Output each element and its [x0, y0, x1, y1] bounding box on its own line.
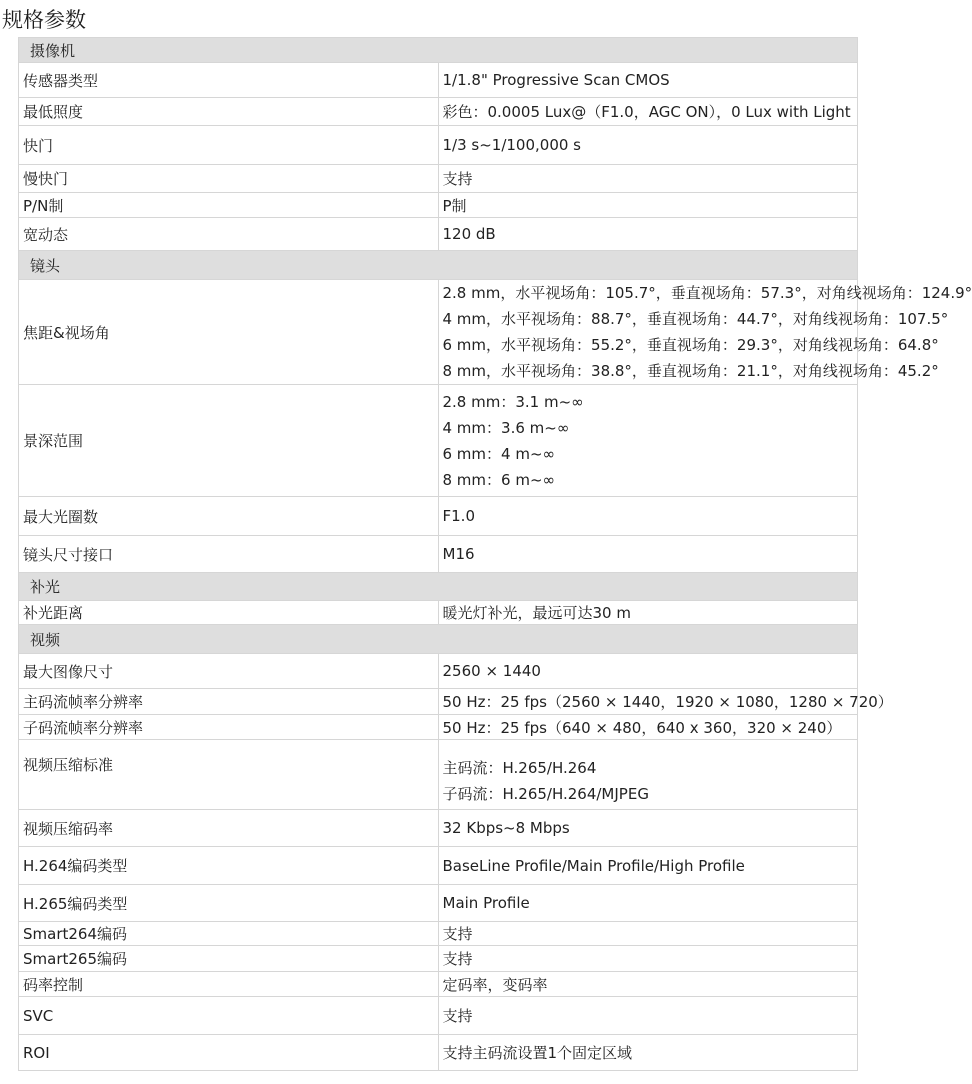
row-label: Smart265编码 [19, 946, 439, 972]
table-row [19, 218, 858, 251]
row-label: 焦距&视场角 [19, 280, 439, 385]
section-header-fill-light [19, 573, 858, 601]
table-row [19, 810, 858, 847]
section-title: 摄像机 [19, 38, 858, 63]
row-label: ROI [19, 1035, 439, 1071]
row-label: 视频压缩码率 [19, 810, 439, 847]
row-label: 景深范围 [19, 385, 439, 497]
row-label: 最大图像尺寸 [19, 654, 439, 689]
section-title: 镜头 [19, 251, 858, 280]
row-value: 50 Hz：25 fps（640 × 480，640 x 360，320 × 240） [438, 715, 858, 740]
table-row [19, 165, 858, 193]
value-line: 子码流：H.265/H.264/MJPEG [442, 785, 649, 803]
section-header-video [19, 625, 858, 654]
section-title: 补光 [19, 573, 858, 601]
row-value: 支持主码流设置1个固定区域 [438, 1035, 858, 1071]
value-line: 4 mm：3.6 m~∞ [442, 418, 570, 437]
row-value: P制 [438, 193, 858, 218]
table-row [19, 946, 858, 972]
row-label: 传感器类型 [19, 63, 439, 98]
section-title: 视频 [19, 625, 858, 654]
value-line: 8 mm，水平视场角：38.8°，垂直视场角：21.1°，对角线视场角：45.2° [442, 362, 939, 380]
row-value: 支持 [438, 165, 858, 193]
table-row [19, 98, 858, 126]
row-value: 支持 [438, 997, 858, 1035]
row-label: 子码流帧率分辨率 [19, 715, 439, 740]
row-value: 定码率，变码率 [438, 972, 858, 997]
table-row [19, 280, 858, 385]
row-value: 暖光灯补光，最远可达30 m [438, 601, 858, 625]
table-row [19, 847, 858, 885]
table-row [19, 601, 858, 625]
row-value: 120 dB [438, 218, 858, 251]
row-value [438, 280, 972, 385]
row-label: 宽动态 [19, 218, 439, 251]
table-row [19, 715, 858, 740]
value-line: 2.8 mm，水平视场角：105.7°，垂直视场角：57.3°，对角线视场角：124.9° [442, 284, 972, 302]
value-line: 6 mm：4 m~∞ [442, 444, 556, 463]
table-row [19, 497, 858, 536]
value-line: 2.8 mm：3.1 m~∞ [442, 392, 584, 411]
row-value: Main Profile [438, 885, 858, 922]
table-row [19, 885, 858, 922]
row-label: 镜头尺寸接口 [19, 536, 439, 573]
row-label: 最大光圈数 [19, 497, 439, 536]
row-label: 最低照度 [19, 98, 439, 126]
row-value: 2560 × 1440 [438, 654, 858, 689]
row-value: BaseLine Profile/Main Profile/High Profile [438, 847, 858, 885]
row-value: F1.0 [438, 497, 858, 536]
table-row [19, 654, 858, 689]
table-row [19, 1035, 858, 1071]
row-value: 32 Kbps~8 Mbps [438, 810, 858, 847]
row-label: H.264编码类型 [19, 847, 439, 885]
row-value [438, 385, 858, 497]
value-line: 4 mm，水平视场角：88.7°，垂直视场角：44.7°，对角线视场角：107.5° [442, 310, 949, 328]
table-row [19, 536, 858, 573]
row-value: 1/3 s~1/100,000 s [438, 126, 858, 165]
row-label: 视频压缩标准 [19, 740, 439, 810]
table-row [19, 740, 858, 810]
row-value: 50 Hz：25 fps（2560 × 1440，1920 × 1080，1280 × 720） [438, 689, 858, 715]
spec-table [18, 37, 972, 1071]
row-label: 主码流帧率分辨率 [19, 689, 439, 715]
row-label: H.265编码类型 [19, 885, 439, 922]
row-label: Smart264编码 [19, 922, 439, 946]
row-label: 补光距离 [19, 601, 439, 625]
row-value [438, 740, 858, 810]
page-title: 规格参数 [2, 8, 86, 32]
row-value: 1/1.8" Progressive Scan CMOS [438, 63, 858, 98]
table-row [19, 126, 858, 165]
table-row [19, 63, 858, 98]
row-label: P/N制 [19, 193, 439, 218]
row-value: 支持 [438, 922, 858, 946]
row-label: 慢快门 [19, 165, 439, 193]
row-label: 快门 [19, 126, 439, 165]
table-row [19, 922, 858, 946]
table-row [19, 997, 858, 1035]
row-value: 支持 [438, 946, 858, 972]
row-value: M16 [438, 536, 858, 573]
section-header-camera [19, 38, 858, 63]
value-line: 6 mm，水平视场角：55.2°，垂直视场角：29.3°，对角线视场角：64.8° [442, 336, 939, 354]
value-line: 8 mm：6 m~∞ [442, 470, 556, 489]
table-row [19, 385, 858, 497]
row-value: 彩色：0.0005 Lux@（F1.0，AGC ON），0 Lux with Light [438, 98, 858, 126]
row-label: 码率控制 [19, 972, 439, 997]
table-row [19, 689, 858, 715]
row-label: SVC [19, 997, 439, 1035]
value-line: 主码流：H.265/H.264 [442, 759, 597, 777]
section-header-lens [19, 251, 858, 280]
table-row [19, 193, 858, 218]
table-row [19, 972, 858, 997]
